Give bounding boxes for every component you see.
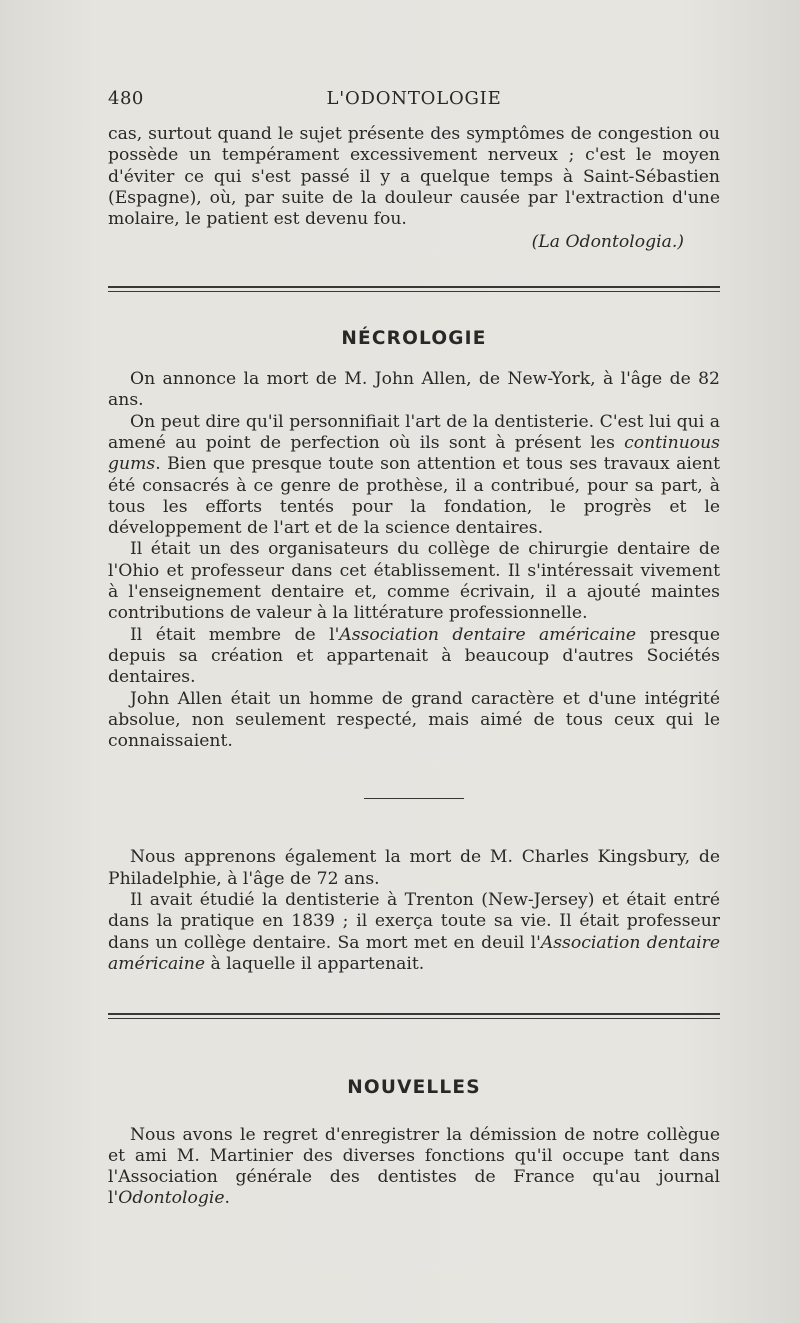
necrologie-paragraph-2 (108, 412, 720, 540)
necrologie-paragraph-6: Nous apprenons également la mort de M. Charles Kingsbury, de Philadelphie, à l'âge de 72 ans. (108, 847, 720, 889)
source-citation (108, 232, 720, 253)
p7-italic-term: Association dentaire américaine (108, 932, 720, 974)
necrologie-paragraph-1: On annonce la mort de M. John Allen, de New-York, à l'âge de 82 ans. (108, 369, 720, 411)
n1-text-before: Nous avons le regret d'enregistrer la démission de notre collègue et ami M. Martinier des diverses fonctions qu'il occupe tant dans l'Association générale des dentistes de France qu'au journal l' (108, 1124, 720, 1209)
section-title-necrologie: NÉCROLOGIE (341, 327, 487, 349)
section-divider-double-2 (108, 1013, 720, 1019)
page-header (108, 88, 720, 116)
p2-text-after: . Bien que presque toute son attention et tous ses travaux aient été consacrés à ce genre de prothèse, il a contribué, pour sa part, à tous les efforts tentés pour la fondation, le progrès et le développement de l'art et de la science dentaires. (108, 454, 720, 539)
p4-italic-term: Association dentaire américaine (339, 624, 637, 645)
n1-text-after: . (224, 1188, 230, 1209)
n1-italic-term: Odontologie (118, 1188, 225, 1209)
p2-text-before: On peut dire qu'il personnifiait l'art de la dentisterie. C'est lui qui a amené au point de perfection où ils sont à présent les (108, 411, 720, 453)
p2-italic-term: continuous gums (108, 432, 720, 475)
necrologie-paragraph-5: John Allen était un homme de grand caractère et d'une intégrité absolue, non seulement respecté, mais aimé de tous ceux qui le connaissaient. (108, 688, 720, 752)
nouvelles-paragraph-1 (108, 1125, 720, 1210)
section-title-nouvelles: NOUVELLES (347, 1077, 481, 1099)
p4-text-after: presque depuis sa création et appartenait à beaucoup d'autres Sociétés dentaires. (108, 624, 720, 688)
short-divider (364, 798, 464, 799)
necrologie-paragraph-7 (108, 890, 720, 975)
p7-text-after: à laquelle il appartenait. (205, 953, 425, 974)
p4-text-before: Il était membre de l' (130, 624, 340, 645)
intro-paragraph: cas, surtout quand le sujet présente des symptômes de congestion ou possède un tempérament excessivement nerveux ; c'est le moyen d'éviter ce qui s'est passé il y a quelque temps à Saint-Sébastien (Espagne), où, par suite de la douleur causée par l'extraction d'une molaire, le patient est devenu fou. (108, 124, 720, 230)
p7-text-before: Il avait étudié la dentisterie à Trenton (New-Jersey) et était entré dans la pratique en 1839 ; il exerça toute sa vie. Il était professeur dans un collège dentaire. Sa mort met en deuil l' (108, 890, 720, 953)
necrologie-paragraph-4 (108, 625, 720, 689)
necrologie-paragraph-3: Il était un des organisateurs du collège de chirurgie dentaire de l'Ohio et professeur dans cet établissement. Il s'intéressait vivement à l'enseignement dentaire et, comme écrivain, il a ajouté maintes contributions de valeur à la littérature professionnelle. (108, 539, 720, 624)
running-title: L'ODONTOLOGIE (326, 88, 502, 109)
section-divider-double (108, 286, 720, 292)
text-column (108, 88, 720, 1210)
source-text: (La Odontologia.) (531, 232, 684, 253)
page-number: 480 (108, 88, 144, 109)
